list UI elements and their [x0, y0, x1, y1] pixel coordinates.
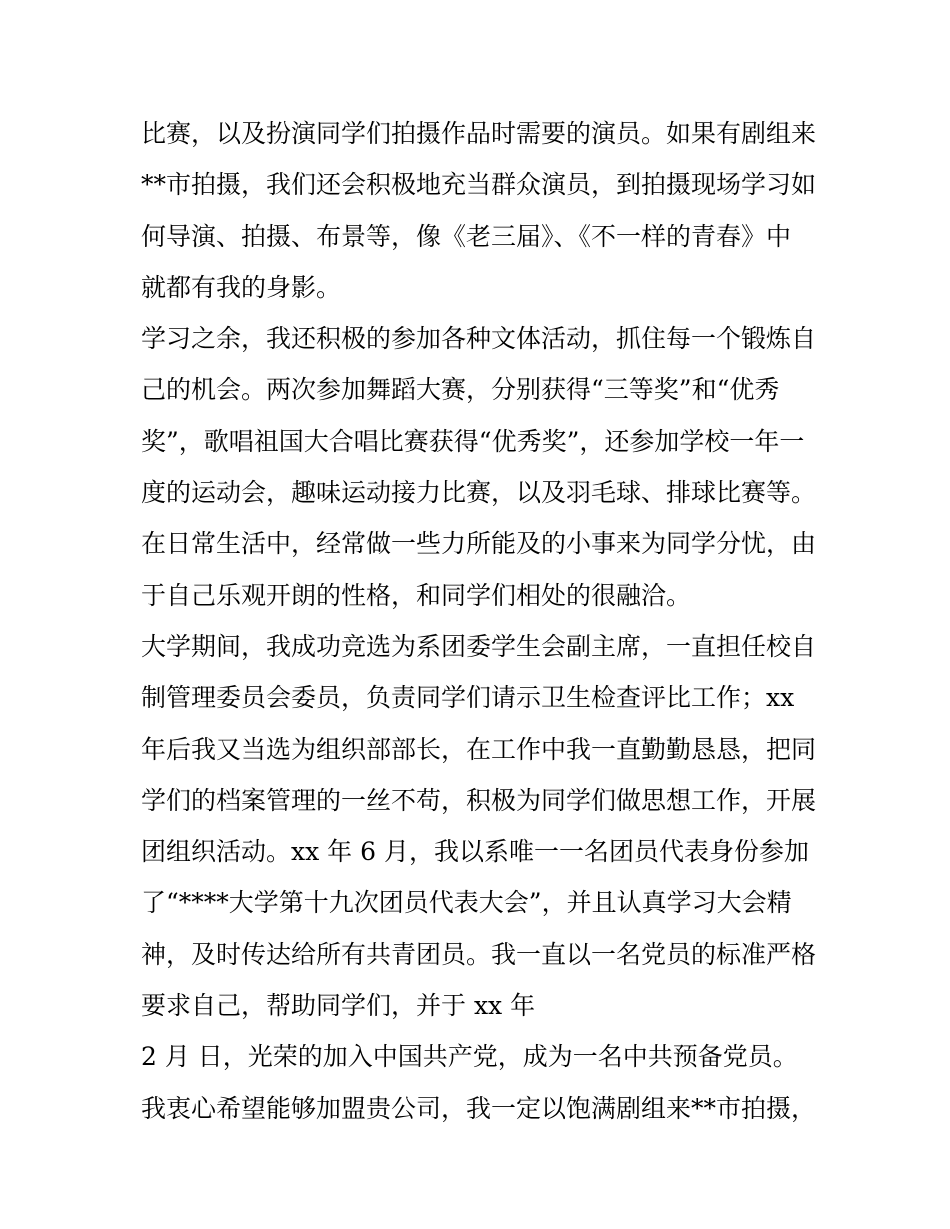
text-line: 奖”，歌唱祖国大合唱比赛获得“优秀奖”，还参加学校一年一	[141, 426, 805, 456]
text-line: 比赛，以及扮演同学们拍摄作品时需要的演员。如果有剧组来	[141, 119, 817, 148]
text-line: 年后我又当选为组织部部长，在工作中我一直勤勤恳恳，把同	[141, 734, 817, 764]
text-line: 学习之余，我还积极的参加各种文体活动，抓住每一个锻炼自	[141, 324, 817, 354]
document-body	[141, 108, 821, 1134]
text-line: **市拍摄，我们还会积极地充当群众演员，到拍摄现场学习如	[141, 170, 817, 200]
text-line: 团组织活动。xx 年 6 月，我以系唯一一名团员代表身份参加	[141, 837, 809, 867]
text-line: 度的运动会，趣味运动接力比赛，以及羽毛球、排球比赛等。	[141, 478, 817, 508]
text-line: 就都有我的身影。	[141, 272, 342, 302]
text-line: 2 月 日，光荣的加入中国共产党，成为一名中共预备党员。	[141, 1042, 798, 1072]
text-line: 在日常生活中，经常做一些力所能及的小事来为同学分忧，由	[141, 529, 817, 559]
text-line: 己的机会。两次参加舞蹈大赛，分别获得“三等奖”和“优秀	[141, 375, 780, 405]
text-line: 我衷心希望能够加盟贵公司，我一定以饱满剧组来**市拍摄，	[141, 1093, 817, 1123]
text-line: 于自己乐观开朗的性格，和同学们相处的很融洽。	[141, 580, 692, 610]
text-line: 大学期间，我成功竞选为系团委学生会副主席，一直担任校自	[141, 631, 817, 661]
text-line: 制管理委员会委员，负责同学们请示卫生检查评比工作；xx	[141, 683, 795, 713]
text-line: 学们的档案管理的一丝不苟，积极为同学们做思想工作，开展	[141, 785, 817, 815]
text-line: 了“****大学第十九次团员代表大会”，并且认真学习大会精	[141, 888, 792, 918]
text-line: 何导演、拍摄、布景等，像《老三届》、《不一样的青春》中	[141, 221, 792, 251]
text-line: 要求自己，帮助同学们，并于 xx 年	[141, 991, 536, 1021]
text-line: 神，及时传达给所有共青团员。我一直以一名党员的标准严格	[141, 939, 817, 969]
